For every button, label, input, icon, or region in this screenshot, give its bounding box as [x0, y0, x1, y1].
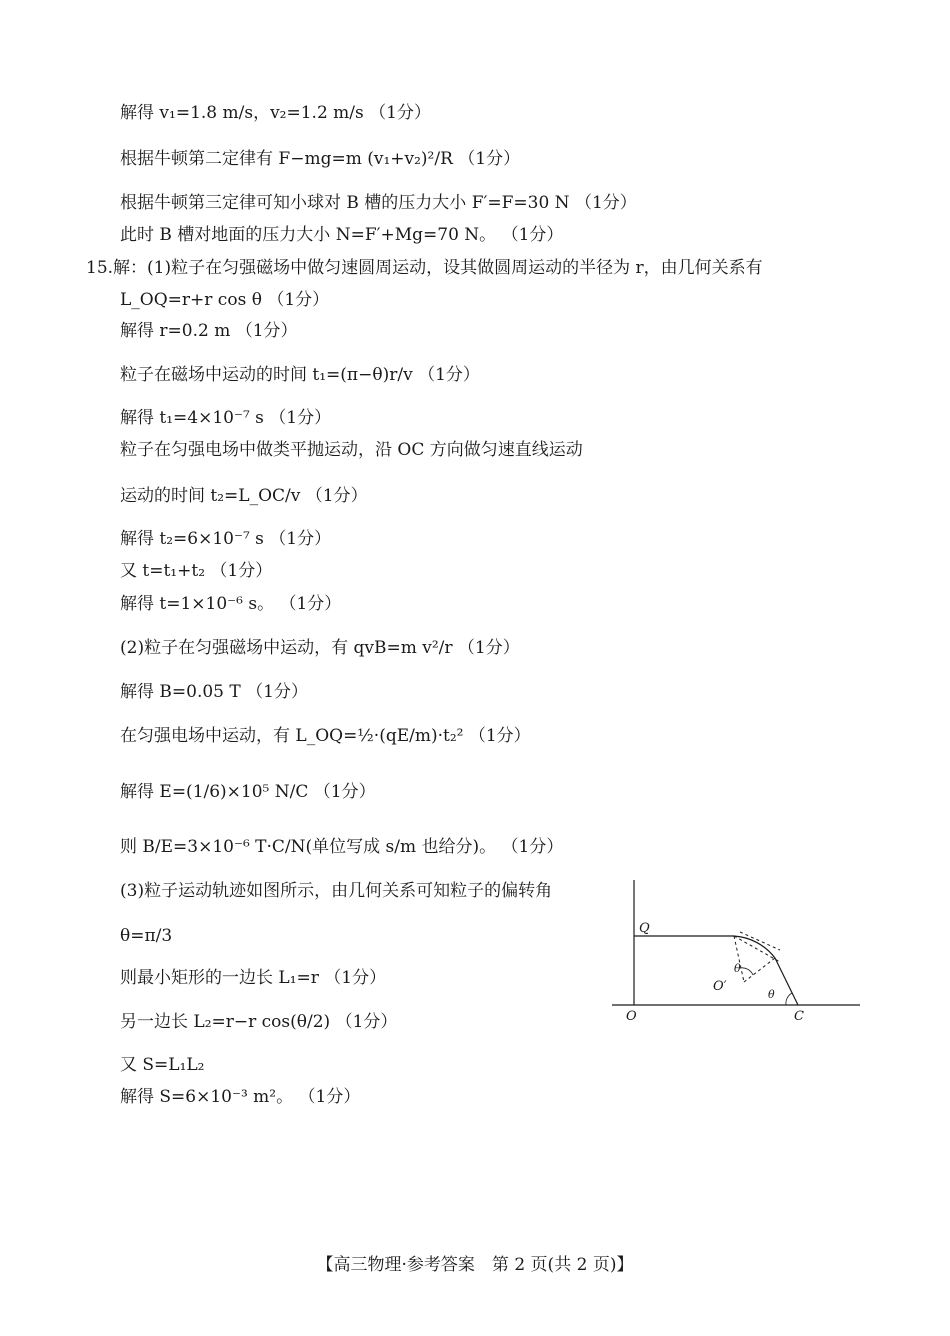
text-line: 根据牛顿第二定律有 F−mg=m (v₁+v₂)²/R （1分）: [120, 149, 521, 169]
text-line: L_OQ=r+r cos θ （1分）: [120, 290, 330, 310]
text-line: 则最小矩形的一边长 L₁=r （1分）: [120, 968, 387, 988]
bounding-rect-dashed: [740, 932, 780, 950]
label-c: C: [794, 1009, 804, 1024]
question-15-heading: 15.解：(1)粒子在匀强磁场中做匀速圆周运动，设其做圆周运动的半径为 r，由几何关系有: [86, 258, 763, 278]
text-line: 解得 B=0.05 T （1分）: [120, 682, 308, 702]
text-line: 解得 t=1×10⁻⁶ s。 （1分）: [120, 594, 342, 614]
text-line: 解得 E=(1/6)×10⁵ N/C （1分）: [120, 782, 376, 802]
label-o: O: [626, 1009, 637, 1024]
text-line: 根据牛顿第三定律可知小球对 B 槽的压力大小 F′=F=30 N （1分）: [120, 193, 637, 213]
text-line: 解得 t₁=4×10⁻⁷ s （1分）: [120, 408, 332, 428]
text-line: 解得 t₂=6×10⁻⁷ s （1分）: [120, 529, 332, 549]
text-line: (2)粒子在匀强磁场中运动，有 qvB=m v²/r （1分）: [120, 638, 520, 658]
label-theta-c: θ: [768, 988, 775, 1001]
label-o-prime: O′: [713, 979, 727, 994]
page-footer: 【高三物理·参考答案 第 2 页(共 2 页)】: [316, 1255, 634, 1275]
text-line: 解得 r=0.2 m （1分）: [120, 321, 298, 341]
text-line: 又 t=t₁+t₂ （1分）: [120, 561, 273, 581]
label-q: Q: [639, 921, 650, 936]
text-line: 解得 S=6×10⁻³ m²。 （1分）: [120, 1087, 361, 1107]
text-line: 另一边长 L₂=r−r cos(θ/2) （1分）: [120, 1012, 398, 1032]
trajectory-diagram: [612, 872, 864, 1024]
text-line: (3)粒子运动轨迹如图所示，由几何关系可知粒子的偏转角: [120, 881, 553, 901]
straight-path: [775, 958, 798, 1005]
text-line: 解得 v₁=1.8 m/s，v₂=1.2 m/s （1分）: [120, 103, 431, 123]
text-line: 粒子在磁场中运动的时间 t₁=(π−θ)r/v （1分）: [120, 365, 480, 385]
label-theta-center: θ: [734, 962, 741, 975]
radius-dashed-1: [734, 936, 744, 982]
text-line: 粒子在匀强电场中做类平抛运动，沿 OC 方向做匀速直线运动: [120, 440, 583, 460]
text-line: 则 B/E=3×10⁻⁶ T·C/N(单位写成 s/m 也给分)。 （1分）: [120, 837, 564, 857]
text-line: 又 S=L₁L₂: [120, 1055, 205, 1075]
text-line: θ=π/3: [120, 926, 173, 946]
text-line: 在匀强电场中运动，有 L_OQ=½·(qE/m)·t₂² （1分）: [120, 726, 531, 746]
angle-arc-c: [786, 993, 792, 1005]
text-line: 运动的时间 t₂=L_OC/v （1分）: [120, 486, 368, 506]
text-line: 此时 B 槽对地面的压力大小 N=F′+Mg=70 N。 （1分）: [120, 225, 564, 245]
